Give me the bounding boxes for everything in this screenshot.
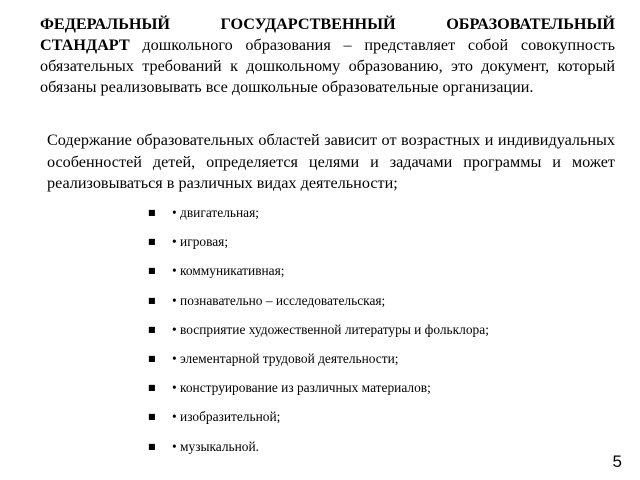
square-bullet-icon: ■ bbox=[148, 441, 156, 451]
square-bullet-icon: ■ bbox=[148, 324, 156, 334]
list-item-label: • коммуникативная; bbox=[172, 263, 285, 279]
square-bullet-icon: ■ bbox=[148, 266, 156, 276]
list-item-label: • восприятие художественной литературы и фольклора; bbox=[172, 321, 489, 337]
square-bullet-icon: ■ bbox=[148, 353, 156, 363]
list-item-label: • изобразительной; bbox=[172, 409, 281, 425]
list-item bbox=[148, 350, 489, 379]
list-item-label: • игровая; bbox=[172, 234, 229, 250]
page-number: 5 bbox=[612, 452, 622, 471]
list-item bbox=[148, 379, 489, 408]
list-item bbox=[148, 321, 489, 350]
list-item bbox=[148, 292, 489, 321]
standard-title: ФЕДЕРАЛЬНЫЙ ГОСУДАРСТВЕННЫЙ ОБРАЗОВАТЕЛЬНЫЙ СТАНДАРТ bbox=[40, 15, 615, 54]
list-item bbox=[148, 262, 489, 291]
list-item-label: • познавательно – исследовательская; bbox=[172, 292, 386, 308]
standard-definition-paragraph bbox=[40, 14, 615, 98]
list-item bbox=[148, 438, 489, 467]
square-bullet-icon: ■ bbox=[148, 412, 156, 422]
list-item bbox=[148, 204, 489, 233]
list-item bbox=[148, 233, 489, 262]
square-bullet-icon: ■ bbox=[148, 208, 156, 217]
activity-list bbox=[148, 204, 489, 467]
square-bullet-icon: ■ bbox=[148, 237, 156, 247]
content-paragraph: Содержание образовательных областей зависит от возрастных и индивидуальных особенностей детей, определяется целями и задачами программы и может реализовываться в различных видах деятельности; bbox=[47, 131, 615, 192]
list-item-label: • музыкальной. bbox=[172, 438, 260, 454]
list-item-label: • двигательная; bbox=[172, 205, 259, 220]
list-item-label: • элементарной трудовой деятельности; bbox=[172, 350, 399, 366]
list-item-label: • конструирование из различных материалов; bbox=[172, 380, 431, 396]
square-bullet-icon: ■ bbox=[148, 295, 156, 305]
square-bullet-icon: ■ bbox=[148, 383, 156, 393]
list-item bbox=[148, 408, 489, 437]
standard-definition-text: дошкольного образования – представляет собой совокупность обязательных требований к дошкольному образованию, это документ, который обязаны реализовывать все дошкольные образовательные организации. bbox=[40, 36, 615, 96]
